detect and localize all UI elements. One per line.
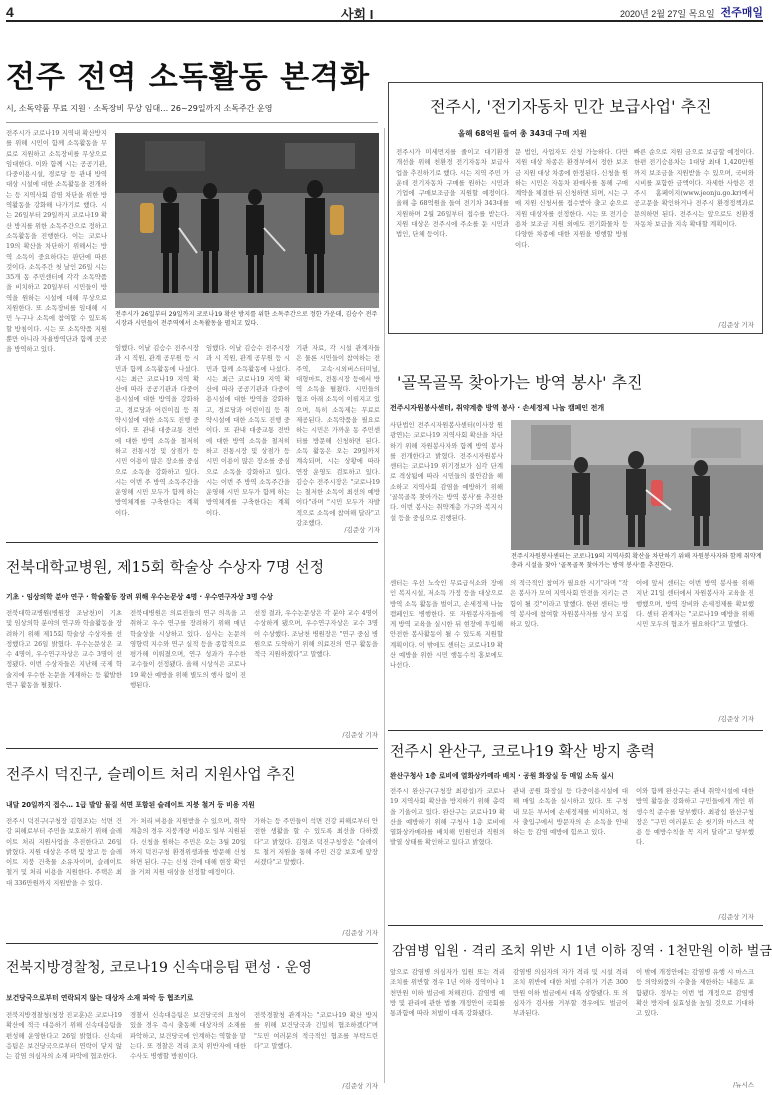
subhead-wansan: 완산구청사 1층 로비에 열화상카메라 배치 · 공원 화장실 등 매일 소독 실시	[390, 772, 614, 780]
column-divider	[384, 128, 385, 1083]
article-column: 선정 결과, 우수논문상은 각 분야 교수 4명이 수상하게 됐으며, 우수연구자상은 교수 3명이 수상했다. 조남천 병원장은 "연구 중심 병원으로 도약하기 위해 의료진의 연구 활동을 적극 지원하겠다"고 말했다.	[254, 609, 378, 659]
article-column: 가하는 등 주민들이 석면 건강 피해로부터 안전한 생활을 할 수 있도록 최선을 다하겠다"고 밝혔다. 김형조 덕진구청장은 "슬레이트 철거 지원을 통해 주민 건강 보호에 앞장서겠다"고 말했다.	[254, 817, 378, 867]
subhead-disinfection: 시, 소독약품 무료 지원 · 소독장비 무상 임대… 26~29일까지 소독주간 운영	[6, 104, 273, 113]
article-column: 거· 처리 비용을 지원받을 수 있으며, 취약계층의 경우 지붕개량 비용도 일부 지원된다. 신청을 원하는 주민은 오는 3월 20일까지 덕진구청 환경위생과를 방문해 신청하면 된다. 구는 신청 건에 대해 현장 확인을 거쳐 지원 대상을 선정할 예정이다.	[130, 817, 246, 877]
headline-volunteer: '골목골목 찾아가는 방역 봉사' 추진	[397, 373, 643, 392]
page-number: 4	[6, 4, 14, 20]
article-column: 전주시 완산구(구청장 최광섭)가 코로나19 지역사회 확산을 방지하기 위해 총력을 기울이고 있다. 완산구는 코로나19 확산을 예방하기 위해 구청사 1층 로비에 열화상카메라를 배치해 민원인과 직원의 발열 상태를 확인하고 있다고 밝혔다.	[390, 787, 505, 847]
byline: /김준상 기자	[718, 913, 754, 921]
byline: /뉴시스	[732, 1081, 754, 1089]
byline: /김준상 기자	[718, 321, 754, 329]
section-divider	[388, 730, 763, 731]
subhead-slate: 내달 20일까지 접수… 1급 발암 물질 석면 포함된 슬레이트 지붕 철거 등 비용 지원	[6, 801, 255, 809]
article-column: 문 법인, 사업자도 신청 가능하다. 다만 지원 대상 차종은 환경부에서 정한 보조금 지원 대상 차종에 한정된다. 신청을 원하는 시민은 자동차 판매사를 통해 구매계약을 체결한 뒤 신청하면 되며, 시는 구매 지원 신청서를 접수받아 출고 순으로 지원 대상자를 선정한다. 시는 또 전기승용차 보조금 지원 외에도 전기화물차 등 다양한 차종에 대한 지원을 병행할 방침이다.	[515, 148, 628, 249]
byline: /김준상 기자	[342, 731, 378, 739]
volunteer-photo	[511, 420, 763, 550]
divider	[6, 122, 378, 123]
article-column: 관내 공원 화장실 등 다중이용시설에 대해 매일 소독을 실시하고 있다. 또 구청 내 모든 부서에 손세정제를 비치하고, 청사 출입구에서 방문자의 손 소독을 안내하는 등 감염 예방에 힘쓰고 있다.	[513, 787, 628, 837]
headline-disinfection: 전주 전역 소독활동 본격화	[6, 60, 371, 95]
article-column: 전주시 덕진구(구청장 김형조)는 석면 건강 피해로부터 주민을 보호하기 위해 슬레이트 처리 지원사업을 추진한다고 26일 밝혔다. 지원 대상은 주택 및 창고 등 슬레이트 지붕 건축물 소유자이며, 슬레이트 철거 및 처리 비용을 지원한다. 주택은 최대 336만원까지 지원받을 수 있다.	[6, 817, 122, 887]
article-column: 기관 자료, 각 시설 관계자들은 물론 시민들이 참여하는 전주역, 고속·시외버스터미널, 대형마트, 전통시장 등에서 방역 소독을 펼쳤다. 시민들의 협조 아래 소독이 이뤄지고 있으며, 특히 소독제는 무료로 제공된다. 소독약품을 필요로 하는 시민은 가까운 동 주민센터를 방문해 신청하면 된다. 소독 활동은 오는 29일까지 계속되며, 시는 상황에 따라 연장 운영도 검토하고 있다. 김승수 전주시장은 "코로나19는 철저한 소독이 최선의 예방이다"라며 "시민 모두가 자발적으로 소독에 참여해 달라"고 강조했다.	[296, 344, 380, 528]
article-column: 임했다. 이날 김승수 전주시장과 시 직원, 관계 공무원 등 시민과 함께 소독활동에 나섰다. 시는 최근 코로나19 지역 확산에 따라 공공기관과 다중이용시설에 대한 방역을 강화하고, 경로당과 어린이집 등 취약시설에 대한 소독도 진행 중이다. 또 관내 대중교통 전반에 대한 방역 소독을 철저히 하고 전통시장 및 상점가 등 시민 이용이 많은 장소를 중심으로 소독을 강화하고 있다. 시는 이번 주 방역 소독주간을 운영해 시민 모두가 함께 하는 방역체계를 구축한다는 계획이다.	[206, 344, 290, 517]
headline-slate: 전주시 덕진구, 슬레이트 처리 지원사업 추진	[6, 765, 296, 783]
byline: /김준상 기자	[342, 1082, 378, 1090]
subhead-ev: 올해 68억원 들여 총 343대 구매 지원	[458, 129, 587, 138]
article-column: 의 적극적인 참여가 필요한 시기"라며 "작은 봉사가 모여 지역사회 안전을 지키는 큰 힘이 될 것"이라고 말했다. 한편 센터는 방역 봉사에 참여할 자원봉사자를 상시 모집하고 있다.	[510, 579, 628, 629]
issue-date: 2020년 2월 27일 목요일	[620, 9, 715, 19]
article-column: 이에 앞서 센터는 이번 방역 봉사를 위해 지난 21일 센터에서 자원봉사자 교육을 진행했으며, 방역 장비와 손세정제를 확보했다. 센터 관계자는 "코로나19 예방을 위해 시민 모두의 협조가 필요하다"고 말했다.	[636, 579, 754, 629]
byline: /김준상 기자	[718, 715, 754, 723]
article-column: 전북지방경찰청(청장 진교훈)은 코로나19 확산에 적극 대응하기 위해 신속대응팀을 편성해 운영한다고 26일 밝혔다. 신속대응팀은 보건당국으로부터 연락이 닿지 않는 감염 의심자의 소재 파악에 협조한다.	[6, 1011, 122, 1061]
disinfection-photo	[115, 133, 379, 308]
article-column: 임했다. 이날 김승수 전주시장과 시 직원, 관계 공무원 등 시민과 함께 소독활동에 나섰다. 시는 최근 코로나19 지역 확산에 따라 공공기관과 다중이용시설에 대한 방역을 강화하고, 경로당과 어린이집 등 취약시설에 대한 소독도 진행 중이다. 또 관내 대중교통 전반에 대한 방역 소독을 철저히 하고 전통시장 및 상점가 등 시민 이용이 많은 장소를 중심으로 소독을 강화하고 있다. 시는 이번 주 방역 소독주간을 운영해 시민 모두가 함께 하는 방역체계를 구축한다는 계획이다.	[115, 344, 199, 517]
page-header	[6, 4, 763, 22]
article-column: 전북대병원은 의료진들의 연구 의욕을 고취하고 우수 연구를 장려하기 위해 매년 학술상을 시상하고 있다. 심사는 논문의 영향력 지수와 연구 실적 등을 종합적으로 평가해 이뤄졌으며, 연구 성과가 우수한 교수들이 선정됐다. 올해 시상식은 코로나19 확산 예방을 위해 별도의 행사 없이 진행된다.	[130, 609, 246, 690]
photo-caption-volunteer: 전주시자원봉사센터는 코로나19의 지역사회 확산을 차단하기 위해 자원봉사자와 함께 취약계층과 시설을 찾아 '골목골목 찾아가는 방역 봉사'를 추진한다.	[511, 553, 762, 569]
article-column: 센터는 우선 노숙인 무료급식소와 장애인 복지시설, 저소득 가정 등을 대상으로 방역 소독 활동을 벌이고, 손세정제 나눔 캠페인도 병행한다. 또 자원봉사자들에게 방역 교육을 실시한 뒤 현장에 투입해 안전한 봉사활동이 될 수 있도록 지원할 계획이다. 이 밖에도 센터는 코로나19 확산 예방을 위한 시민 행동수칙 홍보에도 나선다.	[390, 579, 503, 670]
headline-police: 전북지방경찰청, 코로나19 신속대응팀 편성 · 운영	[6, 960, 312, 976]
article-column: 감염병 의심자의 자가 격리 및 시설 격리 조치 위반에 대한 처벌 수위가 기존 300만원 이하 벌금에서 대폭 상향됐다. 또 의심자가 검사를 거부할 경우에도 벌금이 부과된다.	[513, 968, 628, 1018]
newspaper-brand: 전주매일	[720, 7, 763, 19]
subhead-police: 보건당국으로부터 연락되지 않는 대상자 소재 파악 등 협조키로	[6, 994, 194, 1002]
section-divider	[388, 925, 763, 926]
headline-hospital: 전북대학교병원, 제15회 학술상 수상자 7명 선정	[6, 558, 325, 576]
section-divider	[6, 748, 378, 749]
article-column: 전북경찰청 관계자는 "코로나19 확산 방지를 위해 보건당국과 긴밀히 협조하겠다"며 "도민 여러분의 적극적인 협조를 부탁드린다"고 말했다.	[254, 1011, 378, 1050]
subhead-hospital: 기초 · 임상의학 분야 연구 · 학술활동 장려 위해 우수논문상 4명 · 우수연구자상 3명 수상	[6, 593, 274, 601]
byline: /김준상 기자	[344, 526, 380, 534]
headline-ev: 전주시, '전기자동차 민간 보급사업' 추진	[430, 97, 712, 116]
headline-wansan: 전주시 완산구, 코로나19 확산 방지 총력	[390, 742, 656, 760]
article-column: 전주시가 미세먼지를 줄이고 대기환경 개선을 위해 친환경 전기자동차 보급사업을 추진하기로 했다. 시는 지역 주민 가운데 전기자동차 구매를 원하는 시민과 기업에 구매보조금을 지원할 예정이다. 올해 총 68억원을 들여 전기차 343대를 지원하며 2월 26일부터 접수를 받는다. 지원 대상은 전주시에 주소를 둔 시민과 법인, 단체 등이다.	[396, 148, 509, 239]
section-divider	[6, 943, 378, 944]
photo-caption-disinfection: 전주시가 26일부터 29일까지 코로나19 확산 방지를 위한 소독주간으로 정한 가운데, 김승수 전주시장과 시민들이 전주역에서 소독활동을 펼치고 있다.	[115, 311, 378, 327]
article-column: 전북대학교병원(병원장 조남천)이 기초 및 임상의학 분야의 연구와 학술활동을 장려하기 위해 제15회 학술상 수상자를 선정했다고 26일 밝혔다. 우수논문상은 교수 4명이, 우수연구자상은 교수 3명이 선정됐다. 이번 수상자들은 지난해 국제 학술지에 우수한 논문을 게재하는 등 활발한 연구 활동을 펼쳤다.	[6, 609, 122, 690]
article-column: 전주시가 코로나19 지역내 확산방지를 위해 시민이 함께 소독활동을 무료로 지원하고 소독장비를 무상으로 임대한다. 이와 함께 시는 공공기관, 다중이용시설, 경로당 등 관내 방역 대상 시설에 대한 소독활동을 전개하는 등 지역사회 감염 차단을 위한 방역활동을 강화해 나가기로 했다. 시는 26일부터 29일까지 코로나19 확산 방지를 위한 소독주간으로 정하고 소독활동을 진행한다. 이는 코로나19의 확산을 차단하기 위해서는 방역 소독이 중요하다는 판단에 따른 것이다. 소독주간 첫 날인 26일 시는 35개 동 주민센터에 각각 소독약품을 비치하고 20일부터 시민들이 방역을 원하는 시설에 대해 무상으로 지원한다. 또 소독장비를 임대해 시민 누구나 소독에 참여할 수 있도록 할 방침이다. 시는 또 소독약품 지원 뿐만 아니라 자율방역단과 함께 곳곳을 방역하고 있다.	[6, 129, 107, 354]
article-column: 경찰서 신속대응팀은 보건당국의 요청이 있을 경우 즉시 출동해 대상자의 소재를 파악하고, 보건당국에 인계하는 역할을 맡는다. 또 경찰은 격리 조치 위반자에 대한 수사도 병행할 방침이다.	[130, 1011, 246, 1061]
headline-quarantine: 감염병 입원 · 격리 조치 위반 시 1년 이하 징역 · 1천만원 이하 벌금	[392, 944, 772, 959]
byline: /김준상 기자	[342, 929, 378, 937]
article-column: 이 밖에 개정안에는 감염병 유행 시 마스크 등 의약외품의 수출을 제한하는 내용도 포함됐다. 정부는 이번 법 개정으로 감염병 확산 방지에 실효성을 높일 것으로 기대하고 있다.	[636, 968, 754, 1018]
article-column: 빠른 순으로 지원 금으로 보급할 예정이다. 한편 전기승용차는 1대당 최대 1,420만원까지 보조금을 지원받을 수 있으며, 국비와 시비를 포함한 금액이다. 자세한 사항은 전주시 홈페이지(www.jeonju.go.kr)에서 공고문을 확인하거나 전주시 환경정책과로 문의하면 된다. 전주시는 앞으로도 친환경 자동차 보급을 지속 확대할 계획이다.	[634, 148, 754, 229]
section-divider	[6, 542, 378, 543]
article-column: 사단법인 전주시자원봉사센터(이사장 원광연)는 코로나19 지역사회 확산을 차단하기 위해 자원봉사자와 함께 방역 봉사를 전개한다고 밝혔다. 전주시자원봉사센터는 코로나19 위기경보가 심각 단계로 격상됨에 따라 시민들의 불안감을 해소하고 지역사회 감염을 예방하기 위해 '골목골목 찾아가는 방역 봉사'를 추진한다. 이번 봉사는 취약계층 가구와 복지시설 등을 중심으로 진행된다.	[390, 421, 503, 522]
article-column: 이와 함께 완산구는 관내 취약시설에 대한 방역 활동을 강화하고 구민들에게 개인 위생수칙 준수를 당부했다. 최광섭 완산구청장은 "구민 여러분도 손 씻기와 마스크 착용 등 예방수칙을 꼭 지켜 달라"고 당부했다.	[636, 787, 754, 847]
subhead-volunteer: 전주시자원봉사센터, 취약계층 방역 봉사 · 손세정제 나눔 캠페인 전개	[390, 404, 605, 412]
article-column: 앞으로 감염병 의심자가 입원 또는 격리 조치를 위반할 경우 1년 이하 징역이나 1천만원 이하 벌금에 처해진다. 감염병 예방 및 관리에 관한 법률 개정안이 국회를 통과함에 따라 처벌이 대폭 강화됐다.	[390, 968, 505, 1018]
section-title: 사회 I	[341, 7, 374, 22]
